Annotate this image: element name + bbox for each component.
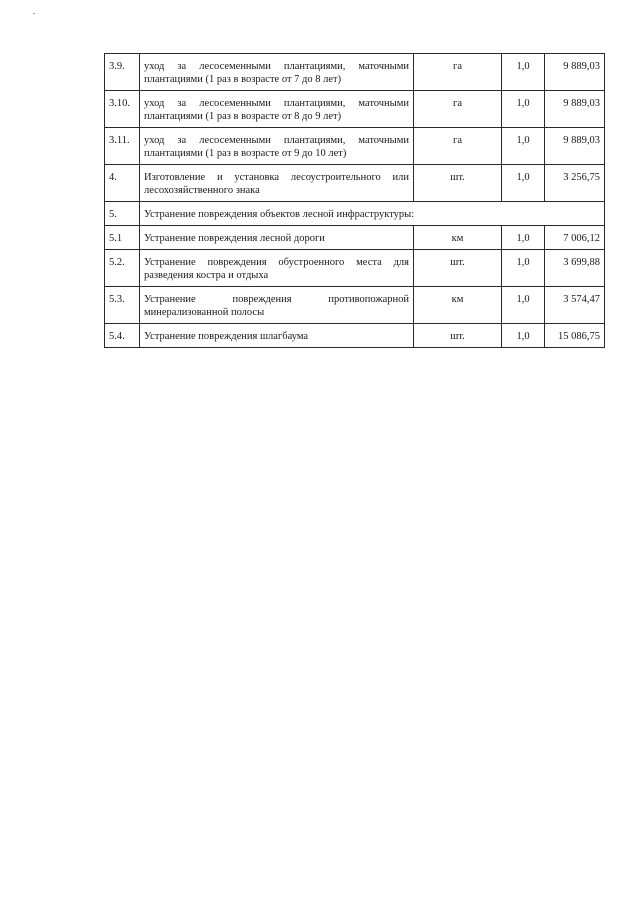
price-cell: 3 699,88 bbox=[545, 250, 605, 287]
row-number: 5.4. bbox=[105, 324, 140, 348]
row-number: 5.2. bbox=[105, 250, 140, 287]
table-row bbox=[105, 128, 605, 165]
table-row bbox=[105, 165, 605, 202]
row-number: 5.1 bbox=[105, 226, 140, 250]
quantity-cell: 1,0 bbox=[502, 165, 545, 202]
row-number: 4. bbox=[105, 165, 140, 202]
quantity-cell: 1,0 bbox=[502, 226, 545, 250]
row-number: 3.11. bbox=[105, 128, 140, 165]
section-row bbox=[105, 202, 605, 226]
quantity-cell: 1,0 bbox=[502, 91, 545, 128]
price-cell: 7 006,12 bbox=[545, 226, 605, 250]
unit-cell: га bbox=[414, 91, 502, 128]
unit-cell: км bbox=[414, 287, 502, 324]
work-name: Устранение повреждения шлагбаума bbox=[140, 324, 414, 348]
work-name: Устранение повреждения лесной дороги bbox=[140, 226, 414, 250]
table-row bbox=[105, 287, 605, 324]
table-row bbox=[105, 226, 605, 250]
work-name: уход за лесосеменными плантациями, маточными плантациями (1 раз в возрасте от 7 до 8 лет) bbox=[140, 54, 414, 91]
quantity-cell: 1,0 bbox=[502, 324, 545, 348]
price-cell: 9 889,03 bbox=[545, 128, 605, 165]
unit-cell: шт. bbox=[414, 324, 502, 348]
price-cell: 9 889,03 bbox=[545, 54, 605, 91]
quantity-cell: 1,0 bbox=[502, 54, 545, 91]
scan-speck bbox=[33, 13, 35, 14]
unit-cell: га bbox=[414, 54, 502, 91]
price-cell: 15 086,75 bbox=[545, 324, 605, 348]
work-name: Устранение повреждения обустроенного места для разведения костра и отдыха bbox=[140, 250, 414, 287]
work-name: Устранение повреждения противопожарной минерализованной полосы bbox=[140, 287, 414, 324]
row-number: 3.9. bbox=[105, 54, 140, 91]
rates-table bbox=[104, 53, 605, 348]
price-cell: 3 256,75 bbox=[545, 165, 605, 202]
price-cell: 9 889,03 bbox=[545, 91, 605, 128]
unit-cell: шт. bbox=[414, 165, 502, 202]
unit-cell: шт. bbox=[414, 250, 502, 287]
quantity-cell: 1,0 bbox=[502, 287, 545, 324]
table-row bbox=[105, 91, 605, 128]
unit-cell: км bbox=[414, 226, 502, 250]
section-heading: Устранение повреждения объектов лесной инфраструктуры: bbox=[140, 202, 605, 226]
work-name: Изготовление и установка лесоустроительного или лесохозяйственного знака bbox=[140, 165, 414, 202]
unit-cell: га bbox=[414, 128, 502, 165]
price-cell: 3 574,47 bbox=[545, 287, 605, 324]
row-number: 5.3. bbox=[105, 287, 140, 324]
quantity-cell: 1,0 bbox=[502, 250, 545, 287]
row-number: 3.10. bbox=[105, 91, 140, 128]
row-number: 5. bbox=[105, 202, 140, 226]
quantity-cell: 1,0 bbox=[502, 128, 545, 165]
work-name: уход за лесосеменными плантациями, маточными плантациями (1 раз в возрасте от 8 до 9 лет) bbox=[140, 91, 414, 128]
work-name: уход за лесосеменными плантациями, маточными плантациями (1 раз в возрасте от 9 до 10 лет) bbox=[140, 128, 414, 165]
table-row bbox=[105, 250, 605, 287]
table-row bbox=[105, 54, 605, 91]
table-row bbox=[105, 324, 605, 348]
